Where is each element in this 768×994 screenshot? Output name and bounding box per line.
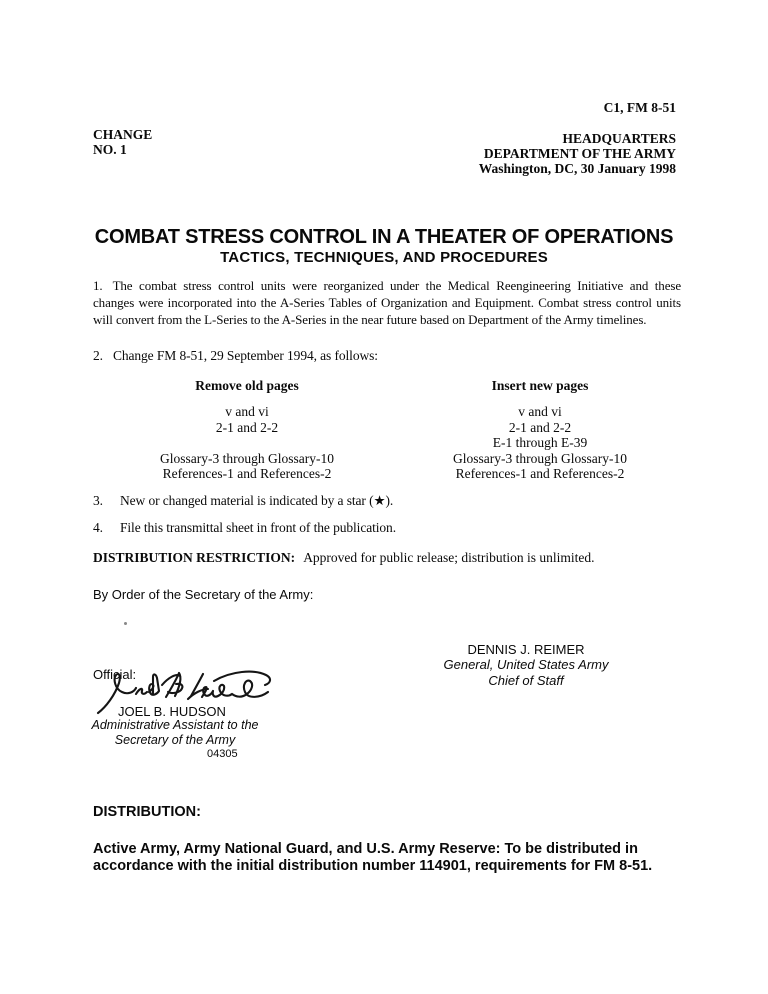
paragraph-1-text: The combat stress control units were reorganized under the Medical Reengineering Initiative and these changes were incorporated into the A-Series Tables of Organization and Equipment. Combat stress control units will convert from the L-Series to the A-Series in the near future based on Department of the Army timelines. <box>93 278 681 327</box>
official-label: Official: <box>93 667 137 682</box>
insert-page-row: 2-1 and 2-2 <box>508 419 572 435</box>
document-subtitle: TACTICS, TECHNIQUES, AND PROCEDURES <box>220 249 548 266</box>
paragraph-2 <box>93 347 681 364</box>
distribution-restriction <box>93 550 681 566</box>
paragraph-4-text: File this transmittal sheet in front of the publication. <box>120 520 396 535</box>
paragraph-4 <box>93 519 681 536</box>
paragraph-1 <box>93 277 681 328</box>
paragraph-2-text: Change FM 8-51, 29 September 1994, as follows: <box>112 348 378 363</box>
insert-page-row: v and vi <box>518 404 562 419</box>
insert-page-row: E-1 through E-39 <box>492 435 588 451</box>
signature-stroke <box>188 672 270 699</box>
authority-position: Chief of Staff <box>488 672 564 688</box>
distribution-label: DISTRIBUTION: <box>93 804 201 820</box>
signing-authority-block <box>376 642 676 688</box>
official-title-line1: Administrative Assistant to the <box>91 718 259 732</box>
authority-name: DENNIS J. REIMER <box>467 642 585 657</box>
document-title: COMBAT STRESS CONTROL IN A THEATER OF OPERATIONS <box>94 226 674 248</box>
insert-page-row: References-1 and References-2 <box>455 466 625 482</box>
change-label: CHANGE <box>93 127 153 142</box>
paragraph-3-number: 3. <box>93 493 103 508</box>
by-order-line: By Order of the Secretary of the Army: <box>93 587 314 602</box>
distribution-restriction-text: Approved for public release; distribution is unlimited. <box>303 550 595 565</box>
remove-page-row <box>96 435 398 451</box>
dateline: Washington, DC, 30 January 1998 <box>478 161 676 176</box>
official-id-number: 04305 <box>207 748 238 760</box>
paragraph-3-text: New or changed material is indicated by a star (★). <box>120 493 394 508</box>
insert-pages-header: Insert new pages <box>491 378 589 393</box>
distribution-text-line1: Active Army, Army National Guard, and U.S. Army Reserve: To be distributed in <box>93 841 638 857</box>
official-title-block <box>90 718 260 747</box>
official-title-line2: Secretary of the Army <box>114 732 236 747</box>
stray-mark <box>124 622 127 625</box>
remove-page-row: References-1 and References-2 <box>162 466 332 482</box>
insert-pages-list <box>389 404 691 482</box>
remove-pages-list <box>96 404 398 482</box>
remove-pages-header: Remove old pages <box>195 378 299 393</box>
change-number: NO. 1 <box>93 142 127 157</box>
headquarters-line: HEADQUARTERS <box>562 131 676 146</box>
insert-page-row: Glossary-3 through Glossary-10 <box>453 450 627 466</box>
doc-reference: C1, FM 8-51 <box>603 100 676 115</box>
headquarters-block <box>300 131 676 176</box>
paragraph-2-number: 2. <box>93 348 103 363</box>
remove-page-row: v and vi <box>225 404 269 419</box>
signature-stroke <box>162 673 182 697</box>
distribution-text <box>93 841 693 875</box>
distribution-text-line2: accordance with the initial distribution number 114901, requirements for FM 8-51. <box>93 858 653 874</box>
paragraph-3 <box>93 492 681 509</box>
remove-page-row: Glossary-3 through Glossary-10 <box>160 450 334 466</box>
official-printed-name: JOEL B. HUDSON <box>118 704 226 719</box>
distribution-restriction-label: DISTRIBUTION RESTRICTION: <box>93 550 296 565</box>
department-line: DEPARTMENT OF THE ARMY <box>483 146 676 161</box>
remove-page-row: 2-1 and 2-2 <box>215 419 279 435</box>
authority-rank: General, United States Army <box>443 657 609 673</box>
paragraph-4-number: 4. <box>93 520 103 535</box>
change-block <box>93 127 152 157</box>
paragraph-1-number: 1. <box>93 278 103 293</box>
